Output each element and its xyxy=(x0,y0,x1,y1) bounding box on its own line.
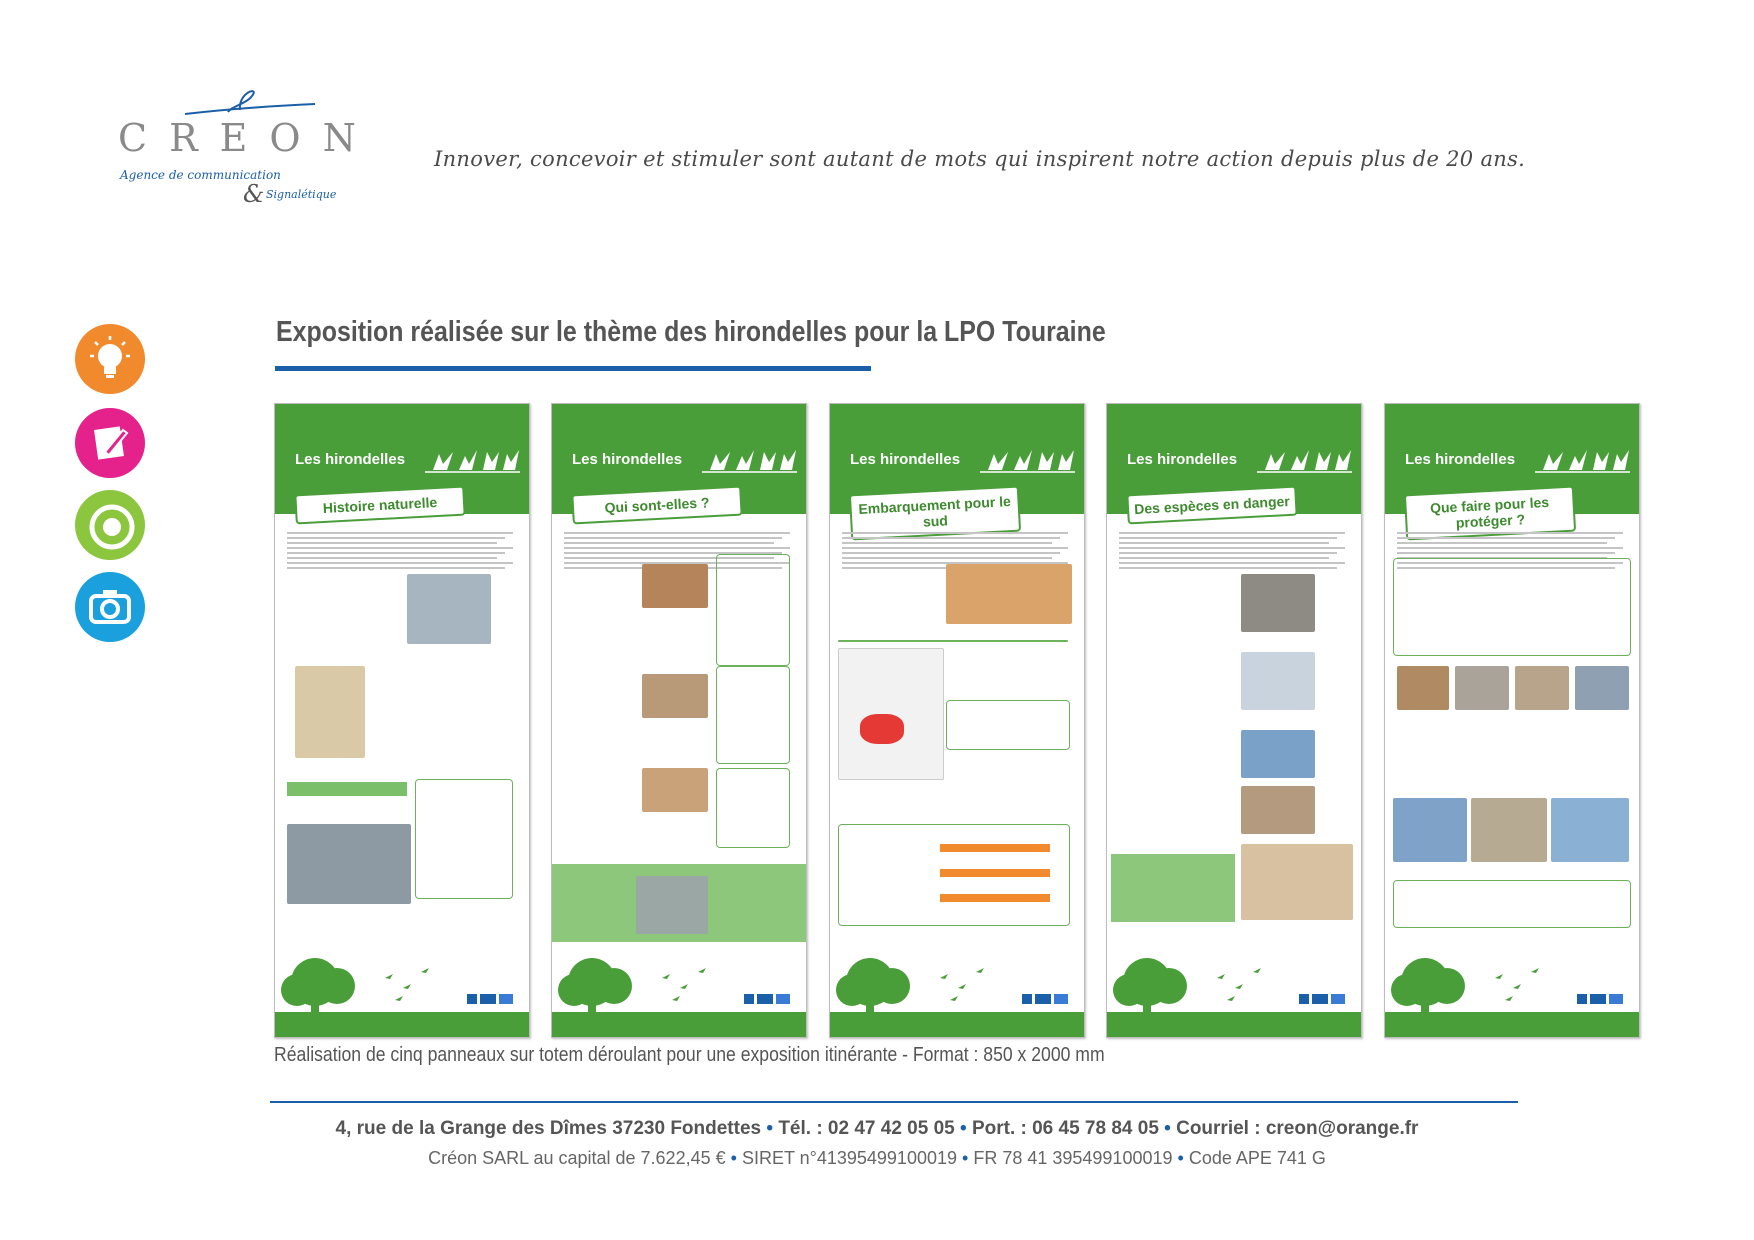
birds-icon xyxy=(980,446,1075,480)
panel-histoire-naturelle[interactable] xyxy=(274,403,530,1038)
panel-proteger[interactable] xyxy=(1384,403,1640,1038)
logo-subtitle-2: Signalétique xyxy=(266,188,337,201)
birds-icon xyxy=(702,446,797,480)
footer-contact: 4, rue de la Grange des Dîmes 37230 Fondettes • Tél. : 02 47 42 05 05 • Port. : 06 45 78 84 05 • Courriel : creon@orange.fr xyxy=(335,1118,1419,1139)
footer-mail[interactable]: Courriel : creon@orange.fr xyxy=(1176,1118,1419,1139)
panel-subtitle: Des espèces en danger xyxy=(1126,486,1297,525)
panel-body-text xyxy=(287,532,517,572)
footer-divider xyxy=(270,1101,1518,1103)
footer-address: 4, rue de la Grange des Dîmes 37230 Fondettes xyxy=(335,1118,762,1139)
panel-subtitle: Histoire naturelle xyxy=(294,486,465,525)
logo-subtitle: Agence de communication xyxy=(120,168,281,182)
footer-ape: Code APE 741 G xyxy=(1188,1148,1326,1168)
camera-icon[interactable] xyxy=(75,572,145,642)
birds-icon xyxy=(1257,446,1352,480)
footer-tel: Tél. : 02 47 42 05 05 xyxy=(778,1118,955,1139)
tree-icon xyxy=(1385,942,1639,1037)
panel-header-title: Les hirondelles xyxy=(572,451,683,468)
logo-ampersand: & xyxy=(243,180,265,208)
panel-subtitle: Embarquement pour le sud xyxy=(849,486,1021,541)
panel-header-title: Les hirondelles xyxy=(850,451,961,468)
panel-qui-sont-elles[interactable] xyxy=(551,403,807,1038)
footer-fr: FR 78 41 395499100019 xyxy=(973,1148,1173,1168)
panel-embarquement[interactable] xyxy=(829,403,1085,1038)
target-icon[interactable] xyxy=(75,490,145,560)
panel-body-text xyxy=(1119,532,1349,572)
pencil-note-icon[interactable] xyxy=(75,408,145,478)
section-title: Exposition réalisée sur le thème des hirondelles pour la LPO Touraine xyxy=(276,316,1106,348)
panel-subtitle: Que faire pour les protéger ? xyxy=(1404,486,1576,541)
footer-siret: SIRET n°41395499100019 xyxy=(741,1148,957,1168)
title-underline xyxy=(275,366,871,371)
footer-company: Créon SARL au capital de 7.622,45 € xyxy=(428,1148,726,1168)
birds-icon xyxy=(425,446,520,480)
panel-header-title: Les hirondelles xyxy=(1127,451,1238,468)
logo-wordmark: CREON xyxy=(118,116,378,160)
lightbulb-icon[interactable] xyxy=(75,324,145,394)
birds-icon xyxy=(1535,446,1630,480)
tagline: Innover, concevoir et stimuler sont autant de mots qui inspirent notre action depuis plus de 20 ans. xyxy=(434,147,1526,171)
tree-icon xyxy=(552,942,806,1037)
panel-header-title: Les hirondelles xyxy=(295,451,406,468)
tree-icon xyxy=(275,942,529,1037)
panel-especes-en-danger[interactable] xyxy=(1106,403,1362,1038)
footer-port: Port. : 06 45 78 84 05 xyxy=(971,1118,1159,1139)
panel-subtitle: Qui sont-elles ? xyxy=(571,486,742,525)
tree-icon xyxy=(830,942,1084,1037)
caption: Réalisation de cinq panneaux sur totem déroulant pour une exposition itinérante - Format : 850 x 2000 mm xyxy=(274,1044,1105,1066)
panel-header-title: Les hirondelles xyxy=(1405,451,1516,468)
footer-legal: Créon SARL au capital de 7.622,45 € • SIRET n°41395499100019 • FR 78 41 395499100019 • Code APE 741 G xyxy=(428,1148,1326,1168)
tree-icon xyxy=(1107,942,1361,1037)
